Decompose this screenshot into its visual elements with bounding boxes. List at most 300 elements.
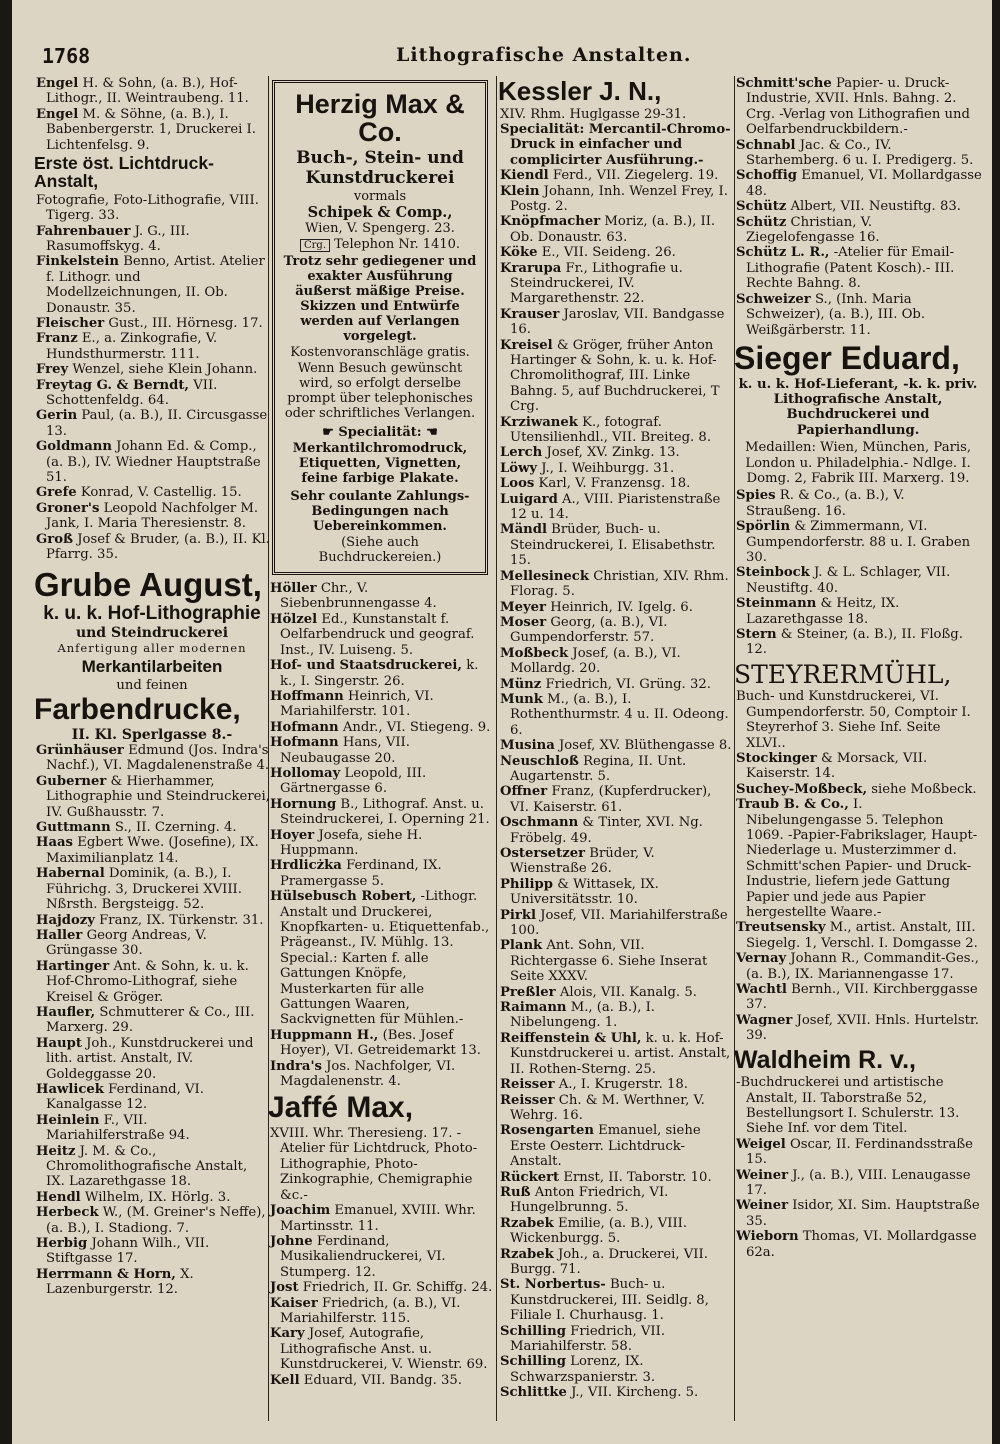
entry-text: Moriz, (a. B.), II. Ob. Donaustr. 63. [510,214,716,245]
entry-text: J., I. Weihburgg. 31. [541,460,675,476]
entry-name: Kary [270,1326,305,1342]
entry-text: Brüder, V. Wienstraße 26. [510,846,655,877]
entry-text: Christian, XIV. Rhm. Florag. 5. [510,568,729,600]
entry-text: VII. Schottenfeldg. 64. [46,377,218,408]
directory-page [12,0,992,1444]
entry-name: Hülsebusch Robert, [270,889,417,905]
entry-text: Heinrich, IV. Igelg. 6. [550,599,693,615]
entry-name: Hartinger [36,958,110,974]
directory-entry [734,596,982,627]
directory-entry [498,1000,734,1031]
entry-name: Schütz [736,214,787,230]
entry-text: Georg Andreas, V. Grüngasse 30. [46,927,207,959]
directory-entry [34,1236,270,1267]
herzig-advert [272,80,488,575]
entry-name: Engel [36,106,79,122]
entry-name: Pirkl [500,907,537,923]
entry-name: Franz [36,331,78,347]
entry-text: Josef, VII. Mariahilferstraße 100. [510,907,728,939]
directory-entry [268,889,494,1028]
directory-entry [498,1277,734,1323]
grube-address: II. Kl. Sperlgasse 8.- [71,726,233,743]
directory-entry [34,485,270,500]
kessler-title: Kessler J. N., [498,76,662,106]
entry-name: Herbeck [36,1205,99,1221]
entry-text: Andr., VI. Stiegeng. 9. [342,719,491,735]
column-divider [496,76,497,1421]
directory-entry [34,774,270,820]
directory-entry [268,658,494,689]
entry-text: Lorenz, IX. Schwarzspanierstr. 3. [510,1354,656,1385]
entry-text: Schmutterer & Co., III. Marxerg. 29. [46,1004,255,1036]
entry-name: Köke [500,245,538,261]
directory-entry [498,476,734,491]
pointing-hand-icon: ☛ [322,425,334,441]
directory-entry [734,1198,982,1229]
directory-entry [734,797,982,920]
entry-name: Frey [36,362,69,378]
entry-text: & Heitz, IX. Lazarethgasse 18. [746,596,900,627]
directory-entry [34,959,270,1005]
directory-entry [498,1216,734,1247]
grube-line: Merkantilarbeiten [81,657,223,677]
directory-entry [498,1247,734,1278]
entry-name: Mellesineck [500,568,589,584]
entry-name: Hajdozy [36,912,95,928]
entry-text: Johann Wilh., VII. Stiftgasse 17. [46,1236,210,1267]
entry-text: Johann, Inh. Wenzel Frey, I. Postg. 2. [510,183,728,214]
ad-see: (Siehe auch Buchdruckereien.) [318,535,442,566]
entry-name: Schilling [500,1323,566,1339]
entry-text: Ant. & Sohn, k. u. k. Hof-Chromo-Lithograf, siehe Kreisel & Gröger. [46,958,249,1005]
entry-name: Haufler, [36,1004,96,1020]
entry-name: Steinmann [736,596,817,612]
entry-name: Guttmann [36,820,111,836]
entry-name: Reisser [500,1092,555,1108]
entry-name: Weiner [736,1167,789,1183]
entry-text: Josef, XV. Blüthengasse 8. [558,738,732,754]
entry-name: Hölzel [270,611,318,627]
entry-name: Heitz [36,1143,76,1159]
ad-address: Wien, V. Spengerg. 23. [305,221,455,237]
entry-text: M., (a. B.), I. Nibelungeng. 1. [510,1000,655,1031]
jaffe-text: XVIII. Whr. Theresieng. 17. -Atelier für Lichtdruck, Photo-Lithographie, Photo-Zinkographie, Chemigraphie &c.- [270,1126,478,1203]
entry-name: Schilling [500,1354,566,1370]
jaffe-title: Jaffé Max, [268,1091,414,1125]
kessler-spec: Specialität: Mercantil-Chromo-Druck in einfacher und complicirter Ausführung.- [500,121,731,168]
entry-text: M. & Söhne, (a. B.), I. Babenbergerstr. 1, Druckerei I. Lichtenfelsg. 9. [46,106,256,153]
entry-text: J. G., III. Rasumoffskyg. 4. [46,223,190,254]
entry-text: S., (Inh. Maria Schweizer), (a. B.), III. Ob. Weißgärberstr. 11. [746,291,926,338]
directory-entry [734,1137,982,1168]
ad-spec-head: ☛ Specialität: ☚ [322,425,438,441]
entry-name: Münz [500,676,542,692]
entry-text: Ernst, II. Taborstr. 10. [563,1169,712,1185]
directory-entry [498,214,734,245]
entry-name: Gerin [36,408,78,424]
entry-name: Neuschloß [500,753,579,769]
entry-text: -Atelier für Email-Lithografie (Patent Kosch).- III. Rechte Bahng. 8. [746,245,955,292]
entry-text: A., I. Krugerstr. 18. [558,1077,688,1093]
directory-entry [498,1185,734,1216]
entry-text: Thomas, VI. Mollardgasse 62a. [746,1229,977,1260]
directory-entry [268,1296,494,1327]
entry-text: M., (a. B.), I. Rothenthurmstr. 4 u. II. Odeong. 6. [510,691,729,738]
entry-text: & Wittasek, IX. Universitätsstr. 10. [510,876,659,908]
entry-text: -Lithogr. Anstalt und Druckerei, Knopfkarten- u. Etiquettenfab., Prägeanst., IV. Mühlg. 13. Special.: Karten f. alle Gattungen Knöpfe, Musterkarten für alle Gattungen Waaren, Sackvignetten für Mühlen.- [280,889,490,1028]
directory-entry [498,846,734,877]
entry-text: Albert, VII. Neustiftg. 83. [790,199,961,215]
page-header [36,44,972,72]
entry-name: Rückert [500,1169,560,1185]
entry-text: Anton Friedrich, VI. Hungelbrunng. 5. [510,1184,669,1216]
grube-title: Grube August, [34,566,262,604]
entry-name: Heinlein [36,1112,100,1128]
entry-text: B., Lithograf. Anst. u. Steindruckerei, I. Operning 21. [280,796,490,828]
directory-entry [734,199,982,214]
entry-name: St. Norbertus- [500,1277,606,1293]
entry-text: Friedrich, II. Gr. Schiffg. 24. [302,1280,493,1296]
entry-text: Johann Ed. & Comp., (a. B.), IV. Wiedner Hauptstraße 51. [46,439,261,486]
entry-text: Emanuel, siehe Erste Oesterr. Lichtdruck-Anstalt. [510,1123,701,1170]
entry-name: Treutsensky [736,920,826,936]
directory-entry [34,820,270,835]
entry-name: Schmitt'sche [736,76,832,91]
entry-name: Kaiser [270,1295,318,1311]
directory-entry [498,877,734,908]
entry-text: Konrad, V. Castellig. 15. [80,485,242,501]
directory-entry [498,1170,734,1185]
entry-name: Hofmann [270,735,339,751]
entry-name: Grünhäuser [36,743,124,759]
directory-entry [34,532,270,563]
directory-entry [268,1280,494,1295]
entry-name: Indra's [270,1058,322,1074]
entry-name: Krauser [500,306,560,322]
entry-text: Emanuel, VI. Mollardgasse 48. [746,168,982,199]
directory-entry [34,1113,270,1144]
directory-entry [498,1354,734,1385]
directory-entry [34,835,270,866]
entry-name: Moßbeck [500,645,569,661]
sieger-medals: Medaillen: Wien, München, Paris, London u. Philadelphia.- Ndlge. I. Domg. 2, Fabrik III. Marxerg. 19. [744,440,972,486]
entry-text: Ferdinand, Musikaliendruckerei, VI. Stumperg. 12. [280,1233,446,1280]
grube-line: und Steindruckerei [75,624,229,641]
entry-name: Hofmann [270,719,339,735]
entry-text: Jos. Nachfolger, VI. Magdalenenstr. 4. [280,1058,456,1090]
entry-text: M., artist. Anstalt, III. Siegelg. 1, Verschl. I. Domgasse 2. [746,920,978,951]
entry-text: E., VII. Seideng. 26. [541,245,676,261]
entry-name: Kreisel [500,337,553,353]
entry-text: Josef, XVII. Hnls. Hurtelstr. 39. [746,1012,979,1044]
ad-vormals: vormals [353,189,407,205]
entry-name: Krarupa [500,260,562,276]
entry-name: Goldmann [36,439,112,455]
entry-name: Löwy [500,460,538,476]
directory-entry [734,627,982,658]
entry-name: Schnabl [736,137,796,153]
directory-entry [734,138,982,169]
directory-entry [498,261,734,307]
entry-name: Plank [500,938,543,954]
entry-name: Reiffenstein & Uhl, [500,1030,642,1046]
ad-paragraph: Kostenvoranschläge gratis. [290,345,470,361]
entry-name: Preßler [500,984,556,1000]
entry-text: Ant. Sohn, VII. Richtergasse 6. Siehe Inserat Seite XXXV. [510,938,708,985]
directory-entry [498,1324,734,1355]
directory-entry [498,1385,734,1400]
entry-name: Rzabek [500,1246,554,1262]
grube-subtitle: k. u. k. Hof-Lithographie [43,603,261,625]
directory-entry [34,1205,270,1236]
ad-terms: Sehr coulante Zahlungs-Bedingungen nach Uebereinkommen. [290,489,470,535]
entry-name: Spies [736,488,776,504]
column-4 [734,76,982,1260]
entry-text: Edmund (Jos. Indra's Nachf.), VI. Magdalenenstraße 4. [46,743,270,774]
directory-entry [34,76,270,107]
entry-name: Kiendl [500,168,549,184]
directory-entry [34,331,270,362]
directory-entry [498,1093,734,1124]
directory-entry [734,168,982,199]
entry-text: & Gröger, früher Anton Hartinger & Sohn, k. u. k. Hof-Chromolithograf, III. Linke Bahng. 5, auf Buchdruckerei, T Crg. [510,337,720,415]
entry-text: Friedrich, (a. B.), VI. Mariahilferstr. 115. [280,1295,461,1326]
entry-text: Leopold, III. Gärtnergasse 6. [280,765,427,797]
directory-entry [268,858,494,889]
sieger-text: k. u. k. Hof-Lieferant, -k. k. priv. Lithografische Anstalt, Buchdruckerei und Papierhandlung. [738,376,978,438]
directory-entry [498,461,734,476]
entry-text: J. M. & Co., Chromolithografische Anstalt, IX. Lazarethgasse 18. [46,1143,248,1190]
entry-name: Traub B. & Co., [736,797,849,813]
entry-text: Josef, Autografie, Lithografische Anst. u. Kunstdruckerei, V. Wienstr. 69. [280,1326,488,1373]
directory-entry [734,76,982,138]
entry-name: Guberner [36,773,107,789]
directory-entry [498,815,734,846]
entry-text: Jaroslav, VII. Bandgasse 16. [510,306,725,338]
directory-entry [268,612,494,658]
directory-entry [268,1203,494,1234]
entry-text: Karl, V. Franzensg. 18. [538,476,691,492]
directory-entry [268,1326,494,1372]
entry-name: Finkelstein [36,254,120,270]
entry-name: Loos [500,476,535,492]
directory-entry [268,1028,494,1059]
entry-name: Krziwanek [500,414,578,430]
entry-name: Vernay [736,951,787,967]
directory-entry [498,938,734,984]
directory-entry [498,338,734,415]
entry-text: Josef, (a. B.), VI. Mollardg. 20. [510,645,681,677]
directory-entry [498,415,734,446]
entry-text: Friedrich, VI. Grüng. 32. [545,676,711,692]
entry-name: Mändl [500,522,547,538]
ad-title: Herzig Max & Co. [295,89,465,147]
directory-entry [34,866,270,912]
entry-name: Wagner [736,1012,793,1028]
entry-name: Wieborn [736,1229,799,1245]
entry-name: Klein [500,183,540,199]
directory-entry [498,600,734,615]
tel-badge: Crg. [300,239,330,252]
column-1 [34,76,270,1298]
directory-entry [498,692,734,738]
directory-entry [34,107,270,153]
entry-text: X. Lazenburgerstr. 12. [46,1266,194,1298]
kessler-text: XIV. Rhm. Huglgasse 29-31. [500,106,687,122]
entry-text: Christian, V. Ziegelofengasse 16. [746,214,880,246]
directory-entry [498,245,734,260]
entry-name: Huppmann H., [270,1027,379,1043]
sieger-title: Sieger Eduard, [734,339,960,376]
ad-subtitle: Buch-, Stein- und Kunstdruckerei [296,148,464,189]
entry-text: Wilhelm, IX. Hörlg. 3. [84,1189,231,1205]
entry-text: Jac. & Co., IV. Starhemberg. 6 u. I. Predigerg. 5. [746,137,974,169]
entry-text: R. & Co., (a. B.), V. Straußeng. 16. [746,488,905,519]
directory-entry [734,1168,982,1199]
entry-text: Georg, (a. B.), VI. Gumpendorferstr. 57. [510,614,668,646]
entry-text: Bernh., VII. Kirchberggasse 37. [746,982,978,1013]
directory-entry [34,743,270,774]
directory-entry [34,439,270,485]
entry-name: Weigel [736,1136,786,1152]
directory-entry [268,1059,494,1090]
entry-text: F., VII. Mariahilferstraße 94. [46,1112,190,1144]
entry-name: Habernal [36,866,105,882]
directory-entry [34,224,270,255]
entry-text: Egbert Wwe. (Josefine), IX. Maximilianplatz 14. [46,835,259,866]
entry-text: A., VIII. Piaristenstraße 12 u. 14. [510,491,721,523]
steyrermuehl-text: Buch- und Kunstdruckerei, VI. Gumpendorferstr. 50, Comptoir I. Steyrerhof 3. Siehe Inf. Seite XLVI.. [736,689,971,751]
entry-text: Leopold Nachfolger M. Jank, I. Maria Theresienstr. 8. [46,500,259,532]
page-number: 1768 [42,44,91,68]
directory-entry [268,1234,494,1280]
directory-entry [498,615,734,646]
entry-name: Schweizer [736,291,811,307]
directory-entry [498,168,734,183]
column-3 [498,76,734,1401]
entry-text: Papier- u. Druck-Industrie, XVII. Hnls. Bahng. 2. Crg. -Verlag von Lithografien und Oelfarbendruckbildern.- [746,76,970,138]
grube-line: Farbendrucke, [34,693,241,727]
directory-entry [734,1013,982,1044]
entry-text: (Bes. Josef Hoyer), VI. Getreidemarkt 13. [280,1027,481,1059]
directory-entry [268,720,494,735]
entry-name: Haupt [36,1035,82,1051]
entry-name: Offner [500,784,548,800]
directory-entry [734,565,982,596]
entry-name: Musina [500,738,555,754]
directory-entry [34,362,270,377]
grube-line: und feinen [116,677,188,693]
page-title: Lithografische Anstalten. [396,44,692,66]
entry-text: Heinrich, VI. Mariahilferstr. 101. [280,688,434,720]
entry-name: Rzabek [500,1215,554,1231]
entry-name: Schlittke [500,1385,567,1401]
ad-paragraph: Trotz sehr gediegener und exakter Ausführung äußerst mäßige Preise. Skizzen und Entwürfe werden auf Verlangen vorgelegt. [283,254,477,345]
entry-text: Josef, XV. Zinkg. 13. [546,445,680,461]
entry-name: Ruß [500,1184,531,1200]
column-2 [268,76,494,1388]
grube-line: Anfertigung aller modernen [57,640,247,655]
entry-name: Moser [500,614,547,630]
directory-entry [34,316,270,331]
entry-name: Grefe [36,485,77,501]
entry-text: Ferdinand, IX. Pramergasse 5. [280,858,442,889]
entry-text: Emilie, (a. B.), VIII. Wickenburgg. 5. [510,1215,688,1247]
directory-entry [498,754,734,785]
entry-text: Josef & Bruder, (a. B.), II. Kl. Pfarrg. 35. [46,531,270,563]
entry-text: k. u. k. Hof-Kunstdruckerei u. artist. Anstalt, II. Rothen-Sterng. 25. [510,1030,731,1077]
entry-text: I. Nibelungengasse 5. Telephon 1069. -Papier-Fabrikslager, Haupt-Niederlage u. Musterzimmer d. Schmitt'schen Papier- und Druck-Industrie, liefern jede Gattung Papier und jede aus Papier hergestellte Waare.- [746,797,978,921]
directory-entry [498,184,734,215]
entry-text: k. k., I. Singerstr. 26. [280,658,479,689]
directory-entry [268,828,494,859]
directory-entry [34,913,270,928]
directory-entry [268,1373,494,1388]
directory-entry [498,1077,734,1092]
entry-name: Freytag G. & Berndt, [36,377,190,393]
entry-name: Hendl [36,1189,81,1205]
steyrermuehl-title: STEYRERMÜHL, [734,659,952,689]
entry-name: Stern [736,627,777,643]
entry-text: & Tinter, XVI. Ng. Fröbelg. 49. [510,815,703,846]
entry-text: Wenzel, siehe Klein Johann. [72,362,258,378]
directory-entry [734,920,982,951]
entry-text: J. & L. Schlager, VII. Neustiftg. 40. [746,565,951,596]
entry-text: Franz, (Kupferdrucker), VI. Kaiserstr. 61. [510,784,712,815]
pointing-hand-icon: ☚ [426,425,438,441]
entry-text: Regina, II. Unt. Augartenstr. 5. [510,753,687,784]
entry-name: Hollomay [270,765,341,781]
entry-text: Ferdinand, VI. Kanalgasse 12. [46,1081,204,1113]
entry-text: E., a. Zinkografie, V. Hundsthurmerstr. 111. [46,331,218,362]
entry-name: Fahrenbauer [36,223,131,239]
ad-telephone [279,237,481,253]
entry-name: Luigard [500,491,558,507]
entry-text: Franz, IX. Türkenstr. 31. [99,912,264,928]
entry-text: Eduard, VII. Bandg. 35. [303,1372,462,1388]
entry-name: Groner's [36,500,100,516]
directory-entry [498,307,734,338]
ad-paragraph: Wenn Besuch gewünscht wird, so erfolgt derselbe prompt über telephonisches oder schriftliches Verlangen. [284,361,476,422]
directory-entry [498,784,734,815]
directory-entry [268,581,494,612]
entry-name: Groß [36,531,74,547]
entry-name: Meyer [500,599,546,615]
entry-name: Joachim [270,1203,331,1219]
directory-entry [34,1190,270,1205]
entry-text: Fr., Lithografie u. Steindruckerei, IV. Margarethenstr. 22. [510,260,683,307]
directory-entry [34,928,270,959]
entry-name: Herrmann & Horn, [36,1266,176,1282]
directory-entry [498,569,734,600]
waldheim-title: Waldheim R. v., [734,1045,916,1074]
entry-text: Joh., a. Druckerei, VII. Burgg. 71. [510,1246,708,1277]
waldheim-text: -Buchdruckerei und artistische Anstalt, II. Taborstraße 52, Bestellungsort I. Schulerstr. 13. Siehe Inf. vor dem Titel. [736,1075,960,1137]
entry-text: siehe Moßbeck. [871,781,977,797]
entry-name: Philipp [500,876,553,892]
entry-name: Reisser [500,1077,555,1093]
entry-name: Stockinger [736,750,817,766]
directory-entry [734,751,982,782]
entry-name: Weiner [736,1198,789,1214]
directory-entry [268,689,494,720]
erste-lichtdruck-text: Fotografie, Foto-Lithografie, VIII. Tigerg. 33. [36,192,259,224]
directory-entry [498,522,734,568]
directory-entry [498,985,734,1000]
directory-entry [734,782,982,797]
directory-entry [734,1229,982,1260]
tel-text: Telephon Nr. 1410. [334,237,461,253]
